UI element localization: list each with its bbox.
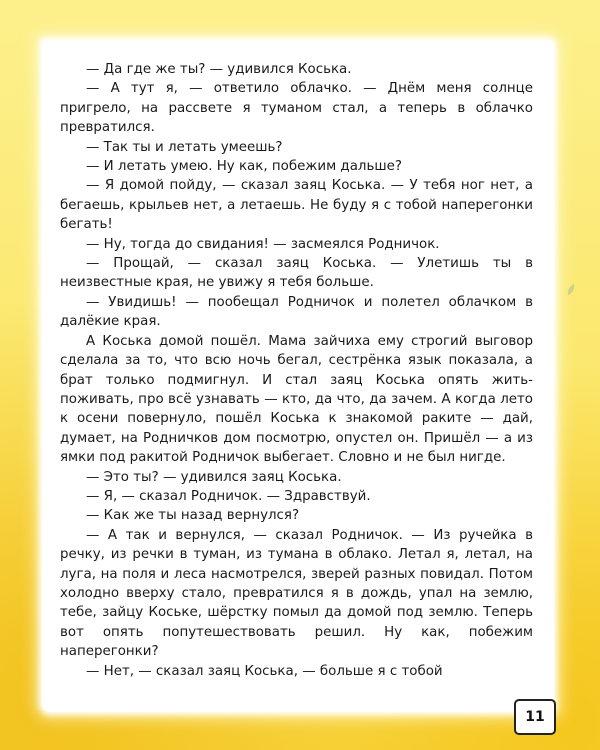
paragraph: — Как же ты назад вернулся? — [86, 508, 300, 524]
paragraph: — Нет, — сказал заяц Коська, — больше я с тобой — [86, 663, 443, 679]
paragraph: — Да где же ты? — удивился Коська. — [86, 62, 352, 77]
paragraph: — Я, — сказал Родничок. — Здравствуй. — [86, 488, 371, 504]
paragraph: — А тут я, — ответило облачко. — Днём меня солнце пригрело, на рассвете я туманом стал, а теперь в облачко превратился. — [60, 81, 533, 136]
paragraph: — Это ты? — удивился заяц Коська. — [86, 469, 342, 485]
paragraph: — Ну, тогда до свидания! — засмеялся Родничок. — [86, 236, 440, 252]
paragraph: — Увидишь! — пообещал Родничок и полетел облачком в далёкие края. — [60, 294, 533, 330]
paragraph: — Я домой пойду, — сказал заяц Коська. — У тебя ног нет, а бегаешь, крыльев нет, а летаешь. Не буду я с тобой наперегонки бегать! — [60, 178, 533, 233]
paragraph: — А так и вернулся, — сказал Родничок. — Из ручейка в речку, из речки в туман, из тумана в облако. Летал я, летал, на луга, на поля и леса насмотрелся, зверей разных повидал. Потом холодно вверху стало, превратился я в дождь, упал на землю, тебе, зайцу Коське, шёрстку помыл да домой под землю. Теперь вот опять попутешествовать решил. Ну как, побежим наперегонки? — [60, 527, 533, 660]
paragraph: А Коська домой пошёл. Мама зайчиха ему строгий выговор сделала за то, что всю ночь бегал, сестрёнка язык показала, а брат только подмигнул. И стал заяц Коська опять жить-поживать, про всё узнавать — кто, да что, да зачем. А когда лето к осени повернуло, пошёл Коська к знакомой раките — дай, думает, на Родничков дом посмотрю, опустел он. Пришёл — а из ямки под ракитой Родничок выбегает. Словно и не был нигде. — [60, 333, 533, 466]
paragraph: — Прощай, — сказал заяц Коська. — Улетишь ты в неизвестные края, не увижу я тебя больше. — [60, 256, 533, 291]
leaf-speck-decoration — [566, 283, 576, 297]
page-number: 11 — [514, 699, 556, 735]
paragraph: — Так ты и летать умеешь? — [86, 139, 283, 155]
paragraph: — И летать умею. Ну как, побежим дальше? — [86, 159, 402, 175]
story-text — [60, 60, 533, 681]
